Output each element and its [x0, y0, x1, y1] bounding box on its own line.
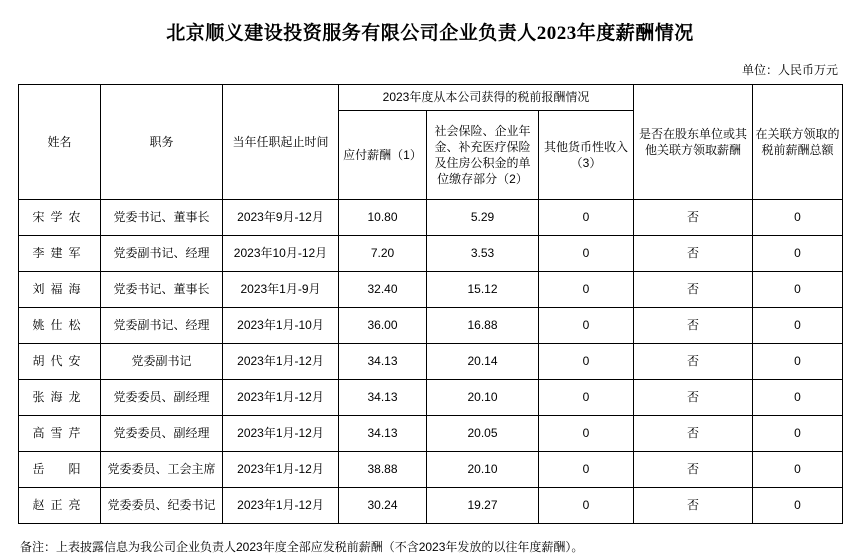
cell-pay: 34.13: [339, 416, 427, 452]
cell-other-income: 0: [539, 344, 634, 380]
cell-period: 2023年1月-12月: [223, 344, 339, 380]
cell-period: 2023年1月-10月: [223, 308, 339, 344]
cell-period: 2023年10月-12月: [223, 236, 339, 272]
cell-shareholder: 否: [634, 416, 753, 452]
cell-related-total: 0: [753, 488, 843, 524]
cell-related-total: 0: [753, 236, 843, 272]
cell-related-total: 0: [753, 380, 843, 416]
table-row: [19, 272, 843, 308]
cell-related-total: 0: [753, 452, 843, 488]
cell-post: 党委委员、纪委书记: [101, 488, 223, 524]
cell-post: 党委副书记: [101, 344, 223, 380]
table-row: [19, 488, 843, 524]
column-header-period: 当年任职起止时间: [223, 85, 339, 200]
cell-insurance: 19.27: [427, 488, 539, 524]
cell-other-income: 0: [539, 236, 634, 272]
cell-name: 李建军: [19, 236, 101, 272]
cell-related-total: 0: [753, 272, 843, 308]
footnote: 备注：上表披露信息为我公司企业负责人2023年度全部应发税前薪酬（不含2023年发放的以往年度薪酬）。: [20, 540, 584, 554]
column-header-name: 姓名: [19, 85, 101, 200]
table-body: [19, 200, 843, 524]
cell-name: 赵正亮: [19, 488, 101, 524]
column-header-shareholder: 是否在股东单位或其他关联方领取薪酬: [634, 85, 753, 200]
cell-name: 姚仕松: [19, 308, 101, 344]
cell-shareholder: 否: [634, 272, 753, 308]
cell-post: 党委委员、副经理: [101, 416, 223, 452]
table-row: [19, 236, 843, 272]
cell-insurance: 20.10: [427, 452, 539, 488]
cell-name: 宋学农: [19, 200, 101, 236]
table-header-row-group: [19, 85, 843, 111]
cell-other-income: 0: [539, 380, 634, 416]
cell-name: 高雪芹: [19, 416, 101, 452]
table-row: [19, 308, 843, 344]
table-header: [19, 85, 843, 200]
cell-period: 2023年1月-12月: [223, 416, 339, 452]
table-row: [19, 452, 843, 488]
cell-insurance: 3.53: [427, 236, 539, 272]
table-row: [19, 380, 843, 416]
cell-pay: 32.40: [339, 272, 427, 308]
cell-name: 张海龙: [19, 380, 101, 416]
cell-shareholder: 否: [634, 308, 753, 344]
cell-other-income: 0: [539, 200, 634, 236]
cell-pay: 38.88: [339, 452, 427, 488]
cell-related-total: 0: [753, 308, 843, 344]
cell-post: 党委委员、副经理: [101, 380, 223, 416]
cell-insurance: 15.12: [427, 272, 539, 308]
page-title: 北京顺义建设投资服务有限公司企业负责人2023年度薪酬情况: [166, 23, 694, 44]
cell-shareholder: 否: [634, 452, 753, 488]
cell-related-total: 0: [753, 344, 843, 380]
unit-label: 单位：人民币万元: [741, 63, 838, 77]
cell-pay: 36.00: [339, 308, 427, 344]
column-header-group-pretax: 2023年度从本公司获得的税前报酬情况: [339, 85, 634, 111]
cell-shareholder: 否: [634, 200, 753, 236]
cell-insurance: 20.14: [427, 344, 539, 380]
cell-period: 2023年1月-12月: [223, 488, 339, 524]
cell-shareholder: 否: [634, 380, 753, 416]
cell-shareholder: 否: [634, 236, 753, 272]
column-header-insurance: 社会保险、企业年金、补充医疗保险及住房公积金的单位缴存部分（2）: [427, 111, 539, 200]
cell-other-income: 0: [539, 452, 634, 488]
cell-period: 2023年1月-12月: [223, 380, 339, 416]
cell-post: 党委副书记、经理: [101, 236, 223, 272]
cell-insurance: 16.88: [427, 308, 539, 344]
column-header-post: 职务: [101, 85, 223, 200]
cell-insurance: 5.29: [427, 200, 539, 236]
table-row: [19, 344, 843, 380]
cell-pay: 34.13: [339, 380, 427, 416]
column-header-related-total: 在关联方领取的税前薪酬总额: [753, 85, 843, 200]
cell-post: 党委书记、董事长: [101, 200, 223, 236]
cell-name: 胡代安: [19, 344, 101, 380]
cell-other-income: 0: [539, 416, 634, 452]
table-row: [19, 416, 843, 452]
column-header-other-income: 其他货币性收入（3）: [539, 111, 634, 200]
cell-pay: 30.24: [339, 488, 427, 524]
cell-post: 党委副书记、经理: [101, 308, 223, 344]
cell-period: 2023年9月-12月: [223, 200, 339, 236]
column-header-pay: 应付薪酬（1）: [339, 111, 427, 200]
cell-post: 党委书记、董事长: [101, 272, 223, 308]
cell-name: 刘福海: [19, 272, 101, 308]
cell-other-income: 0: [539, 308, 634, 344]
cell-shareholder: 否: [634, 344, 753, 380]
table-row: [19, 200, 843, 236]
cell-related-total: 0: [753, 200, 843, 236]
cell-pay: 7.20: [339, 236, 427, 272]
cell-related-total: 0: [753, 416, 843, 452]
cell-insurance: 20.05: [427, 416, 539, 452]
cell-period: 2023年1月-12月: [223, 452, 339, 488]
cell-name: 岳 阳: [19, 452, 101, 488]
cell-pay: 34.13: [339, 344, 427, 380]
cell-other-income: 0: [539, 272, 634, 308]
cell-post: 党委委员、工会主席: [101, 452, 223, 488]
cell-period: 2023年1月-9月: [223, 272, 339, 308]
cell-insurance: 20.10: [427, 380, 539, 416]
cell-shareholder: 否: [634, 488, 753, 524]
cell-other-income: 0: [539, 488, 634, 524]
cell-pay: 10.80: [339, 200, 427, 236]
salary-table: [18, 84, 843, 524]
